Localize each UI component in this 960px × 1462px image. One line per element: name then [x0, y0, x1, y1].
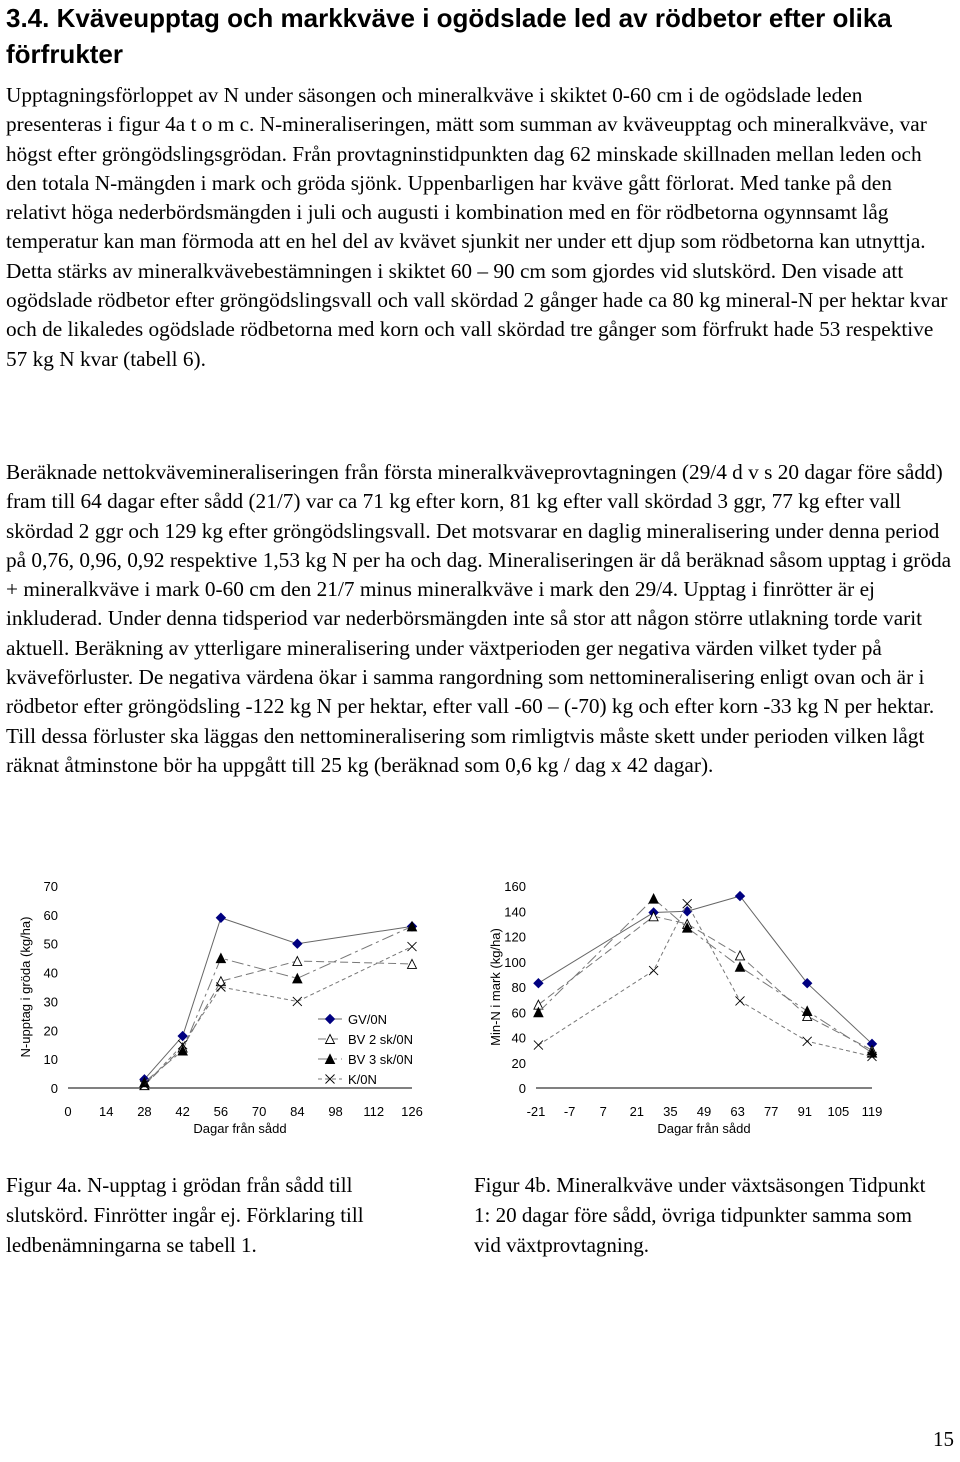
fig4a-x-tick-label: 98	[328, 1104, 343, 1119]
fig4b-x-tick-label: 49	[696, 1104, 712, 1119]
figure-4b-plot	[470, 862, 940, 1162]
fig4b-data-point	[736, 962, 745, 971]
paragraph-2: Beräknade nettokvävemineraliseringen från första mineralkväveprovtagningen (29/4 d v s 20 dagar före sådd) fram till 64 dagar efter sådd (21/7) var ca 71 kg efter korn, 81 kg efter vall skördad 3 ggr, 77 kg efter vall skördad 2 ggr och 129 kg efter gröngödslingsvall. Det motsvarar en daglig mineralisering under denna period på 0,76, 0,96, 0,92 respektive 1,53 kg N per ha och dag. Mineraliseringen är då beräknad såsom upptag i gröda + mineralkväve i mark 0-60 cm den 21/7 minus mineralkväve i mark den 29/4. Upptag i finrötter är ej inkluderad. Under denna tidsperiod var nederbörsmängden inte så stor att någon större utlakning torde varit aktuell. Beräkning av ytterligare mineralisering under växtperioden ger negativa värden vilket tyder på kväveförluster. De negativa värdena ökar i samma rangordning som nettomineralisering enligt ovan och är i rödbetor efter gröngödsling -122 kg N per hektar, efter vall -60 – (-70) kg och efter korn -33 kg N per hektar. Till dessa förluster ska läggas den nettomineralisering som rimligtvis måste skett under perioden vilken lågt räknat åtminstone bör ha uppgått till 25 kg (beräknad som 0,6 kg / dag x 42 dagar).	[6, 460, 952, 777]
fig4a-y-tick-label: 50	[43, 936, 58, 952]
fig4b-data-point	[649, 966, 658, 975]
fig4b-data-point	[649, 894, 658, 903]
fig4b-series-3	[534, 899, 877, 1061]
fig4b-series-2	[534, 894, 877, 1057]
fig4b-data-point	[534, 1041, 543, 1050]
fig4b-data-point	[736, 892, 745, 901]
fig4b-y-tick-label: 120	[504, 929, 526, 945]
paragraph-1: Upptagningsförloppet av N under säsongen och mineralkväve i skiktet 0-60 cm i de ogödslade leden presenteras i figur 4a t o m c. N-mineraliseringen, mätt som summan av kväveupptag och mineralkväve, var högst efter gröngödslingsgrödan. Från provtagninstidpunkten dag 62 minskade skillnaden mellan leden och den totala N-mängden i mark och gröda sjönk. Uppenbarligen har kväve gått förlorat. Med tanke på den relativt höga nederbördsmängden i juli och augusti i kombination med en för rödbetorna ogynnsamt låg temperatur kan man förmoda att en hel del av kvävet sjunkit ner under ett djup som rödbetorna kan utnyttja. Detta stärks av mineralkvävebestämningen i skiktet 60 – 90 cm som gjordes vid slutskörd. Den visade att ogödslade rödbetor efter gröngödslingsvall och vall skördad 2 gånger hade ca 80 kg mineral-N per hektar kvar och de likaledes ogödslade rödbetorna med korn och vall skördad tre gånger som förfrukt hade 53 respektive 57 kg N kvar (tabell 6).	[6, 83, 948, 371]
fig4b-series-line	[538, 904, 872, 1057]
fig4b-data-point	[736, 996, 745, 1005]
fig4b-y-tick-label: 40	[511, 1030, 526, 1046]
fig4b-y-axis-label: Min-N i mark (kg/ha)	[488, 928, 503, 1046]
fig4a-x-tick-label: 126	[401, 1104, 423, 1119]
fig4a-data-point	[293, 974, 302, 983]
fig4a-x-tick-label: 28	[137, 1104, 152, 1119]
fig4a-data-point	[216, 954, 225, 963]
fig4b-x-axis-label: Dagar från sådd	[657, 1121, 751, 1136]
fig4b-data-point	[803, 1006, 812, 1015]
fig4a-data-point	[408, 942, 417, 951]
fig4a-data-point	[293, 939, 302, 948]
fig4a-legend-label: K/0N	[348, 1072, 377, 1087]
fig4a-y-tick-label: 40	[43, 965, 58, 981]
fig4b-y-tick-label: 160	[504, 879, 526, 894]
figure-4b-caption: Figur 4b. Mineralkväve under växtsäsongen Tidpunkt 1: 20 dagar före sådd, övriga tidpunkter samma som vid växtprovtagning.	[474, 1173, 926, 1257]
fig4a-legend	[318, 1012, 413, 1087]
fig4a-data-point	[408, 959, 417, 968]
fig4b-x-tick-label: 77	[763, 1104, 779, 1119]
fig4b-data-point	[534, 979, 543, 988]
fig4b-y-tick-label: 140	[504, 904, 526, 920]
fig4b-data-point	[803, 1037, 812, 1046]
figure-4a-chart	[0, 862, 460, 1167]
fig4b-y-tick-label: 0	[518, 1081, 526, 1096]
fig4a-data-point	[293, 957, 302, 966]
fig4a-x-tick-label: 0	[64, 1104, 72, 1119]
fig4b-x-tick-label: 119	[861, 1104, 883, 1119]
fig4b-series-line	[538, 896, 872, 1044]
fig4a-legend-label: BV 3 sk/0N	[348, 1052, 414, 1067]
fig4a-x-tick-label: 70	[251, 1104, 267, 1119]
figure-4b-chart	[470, 862, 940, 1167]
section-heading: 3.4. Kväveupptag och markkväve i ogödslade led av rödbetor efter olika förfrukter	[6, 3, 892, 69]
fig4b-series-1	[534, 912, 877, 1055]
fig4b-series-line	[538, 916, 872, 1050]
fig4a-data-point	[293, 997, 302, 1006]
fig4a-y-tick-label: 30	[43, 994, 58, 1010]
fig4b-y-tick-label: 80	[511, 980, 526, 995]
fig4b-y-tick-label: 20	[511, 1055, 526, 1071]
fig4b-data-point	[683, 907, 692, 916]
fig4b-y-tick-label: 60	[511, 1005, 526, 1021]
fig4b-x-tick-label: 91	[797, 1104, 813, 1119]
fig4b-x-tick-label: 63	[730, 1104, 745, 1119]
figure-4a-plot	[0, 862, 460, 1162]
fig4b-series-0	[534, 892, 877, 1049]
fig4a-legend-label: GV/0N	[348, 1012, 388, 1027]
fig4a-y-tick-label: 60	[43, 907, 58, 923]
fig4b-y-tick-label: 100	[504, 954, 526, 970]
fig4b-data-point	[736, 951, 745, 960]
fig4b-x-tick-label: 7	[599, 1104, 607, 1119]
fig4a-x-axis-label: Dagar från sådd	[193, 1121, 287, 1136]
fig4a-y-tick-label: 10	[43, 1052, 58, 1068]
fig4a-x-tick-label: 112	[363, 1104, 385, 1119]
fig4b-x-tick-label: 105	[827, 1104, 850, 1119]
page-number: 15	[933, 1427, 954, 1451]
fig4a-y-tick-label: 20	[43, 1023, 58, 1039]
fig4a-x-tick-label: 84	[290, 1104, 305, 1119]
fig4b-x-tick-label: -7	[563, 1104, 576, 1119]
fig4a-legend-label: BV 2 sk/0N	[348, 1032, 414, 1047]
fig4a-data-point	[216, 913, 225, 922]
figure-4a-caption: Figur 4a. N-upptag i grödan från sådd till slutskörd. Finrötter ingår ej. Förklaring till ledbenämningarna se tabell 1.	[6, 1173, 364, 1257]
fig4b-x-tick-label: 35	[663, 1104, 678, 1119]
fig4a-y-tick-label: 0	[50, 1081, 58, 1096]
fig4a-x-tick-label: 56	[213, 1104, 229, 1119]
fig4a-y-tick-label: 70	[43, 879, 58, 894]
fig4b-series-line	[538, 899, 872, 1053]
fig4a-x-tick-label: 14	[98, 1104, 114, 1119]
fig4a-y-axis-label: N-upptag i gröda (kg/ha)	[18, 916, 33, 1058]
fig4a-legend-marker	[326, 1015, 335, 1024]
fig4b-x-tick-label: 21	[629, 1104, 645, 1119]
fig4b-x-tick-label: -21	[526, 1104, 546, 1119]
fig4a-x-tick-label: 42	[175, 1104, 190, 1119]
